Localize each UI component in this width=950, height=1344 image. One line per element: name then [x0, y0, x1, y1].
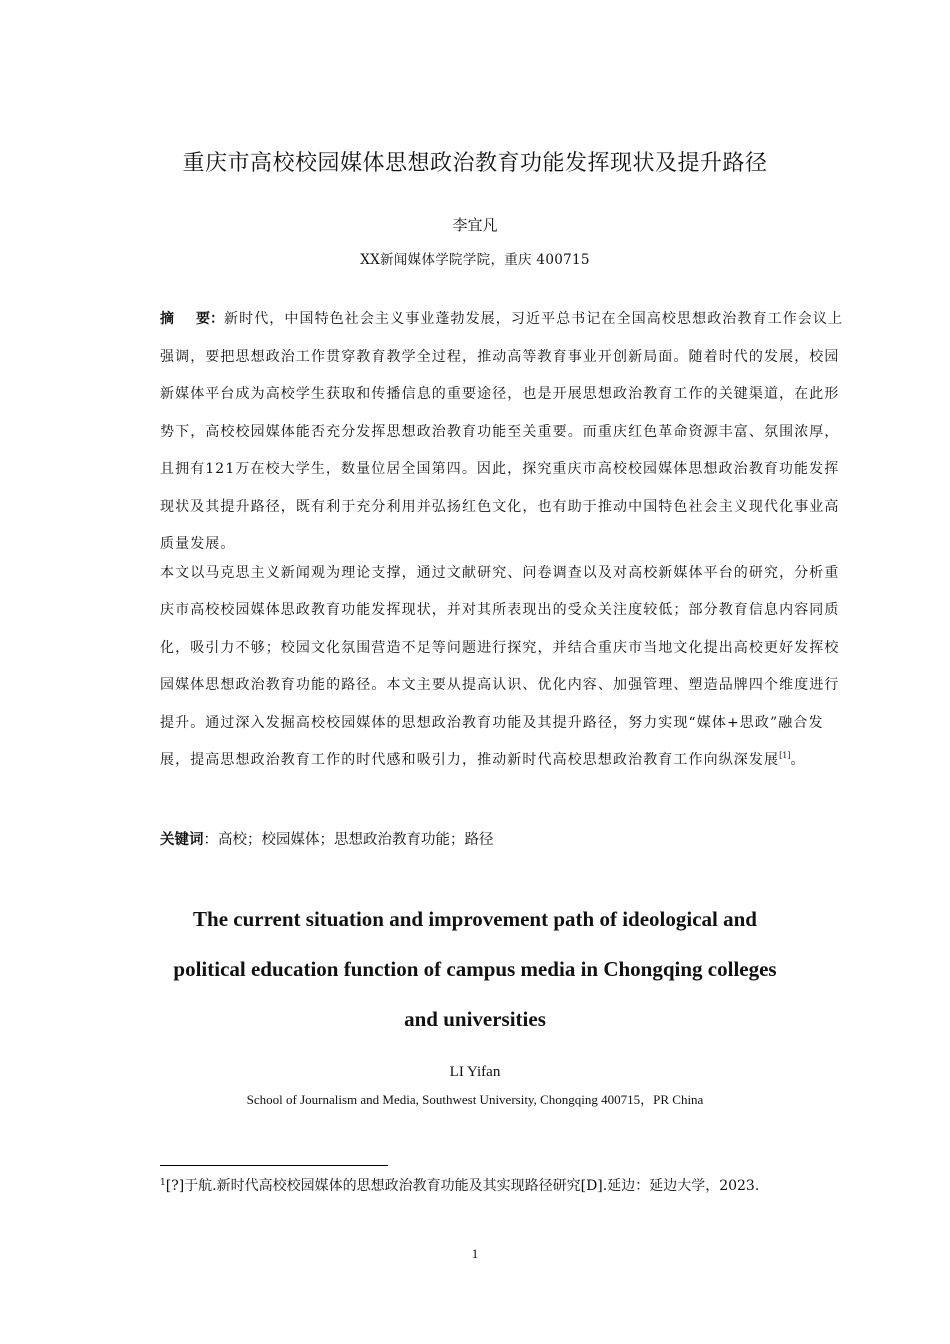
english-title-line-2: political education function of campus media in Chongqing colleges — [173, 957, 777, 981]
footnote-text: [?]于航.新时代高校校园媒体的思想政治教育功能及其实现路径研究[D].延边：延边大学，2023. — [165, 1178, 760, 1194]
abstract-paragraph-2 — [160, 555, 850, 780]
citation-ref: [1] — [779, 751, 791, 760]
chinese-author: 李宜凡 — [452, 216, 498, 234]
english-title — [120, 894, 830, 1044]
abstract-text-2: 本文以马克思主义新闻观为理论支撑，通过文献研究、问卷调查以及对高校新媒体平台的研究，分析重庆市高校校园媒体思政教育功能发挥现状，并对其所表现出的受众关注度较低；部分教育信息内容同质化，吸引力不够；校园文化氛围营造不足等问题进行探究，并结合重庆市当地文化提出高校更好发挥校园媒体思想政治教育功能的路径。本文主要从提高认识、优化内容、加强管理、塑造品牌四个维度进行提升。通过深入发掘高校校园媒体的思想政治教育功能及其提升路径，努力实现“媒体+思政”融合发展，提高思想政治教育工作的时代感和吸引力，推动新时代高校思想政治教育工作向纵深发展 — [160, 564, 840, 768]
keywords-label: 关键词 — [160, 832, 204, 848]
keywords-sep: ： — [203, 832, 218, 848]
keywords-text: 高校；校园媒体；思想政治教育功能；路径 — [218, 832, 494, 848]
abstract-text-2-end: 。 — [790, 752, 806, 768]
chinese-abstract — [160, 301, 850, 780]
footnote-rule — [160, 1165, 388, 1166]
abstract-paragraph-1 — [160, 301, 850, 564]
abstract-label-char1: 摘 — [160, 311, 174, 327]
footnote-mark: 1 — [160, 1178, 166, 1188]
english-author: LI Yifan — [449, 1064, 501, 1080]
page-number: 1 — [471, 1246, 479, 1261]
keywords — [160, 828, 850, 849]
chinese-title: 重庆市高校校园媒体思想政治教育功能发挥现状及提升路径 — [182, 151, 768, 176]
english-title-line-1: The current situation and improvement path of ideological and — [193, 907, 757, 931]
english-affiliation: School of Journalism and Media, Southwest University, Chongqing 400715，PR China — [246, 1092, 704, 1107]
chinese-affiliation: XX新闻媒体学院学院，重庆 400715 — [360, 252, 590, 268]
footnote — [160, 1175, 850, 1197]
abstract-text-1: 新时代，中国特色社会主义事业蓬勃发展，习近平总书记在全国高校思想政治教育工作会议上强调，要把思想政治工作贯穿教育教学全过程，推动高等教育事业开创新局面。随着时代的发展，校园新媒体平台成为高校学生获取和传播信息的重要途径，也是开展思想政治教育工作的关键渠道，在此形势下，高校校园媒体能否充分发挥思想政治教育功能至关重要。而重庆红色革命资源丰富、氛围浓厚，且拥有121万在校大学生，数量位居全国第四。因此，探究重庆市高校校园媒体思想政治教育功能发挥现状及其提升路径，既有利于充分利用并弘扬红色文化，也有助于推动中国特色社会主义现代化事业高质量发展。 — [160, 311, 844, 552]
abstract-label — [160, 311, 224, 327]
english-title-line-3: and universities — [404, 1007, 546, 1031]
abstract-label-char2: 要： — [196, 311, 224, 327]
